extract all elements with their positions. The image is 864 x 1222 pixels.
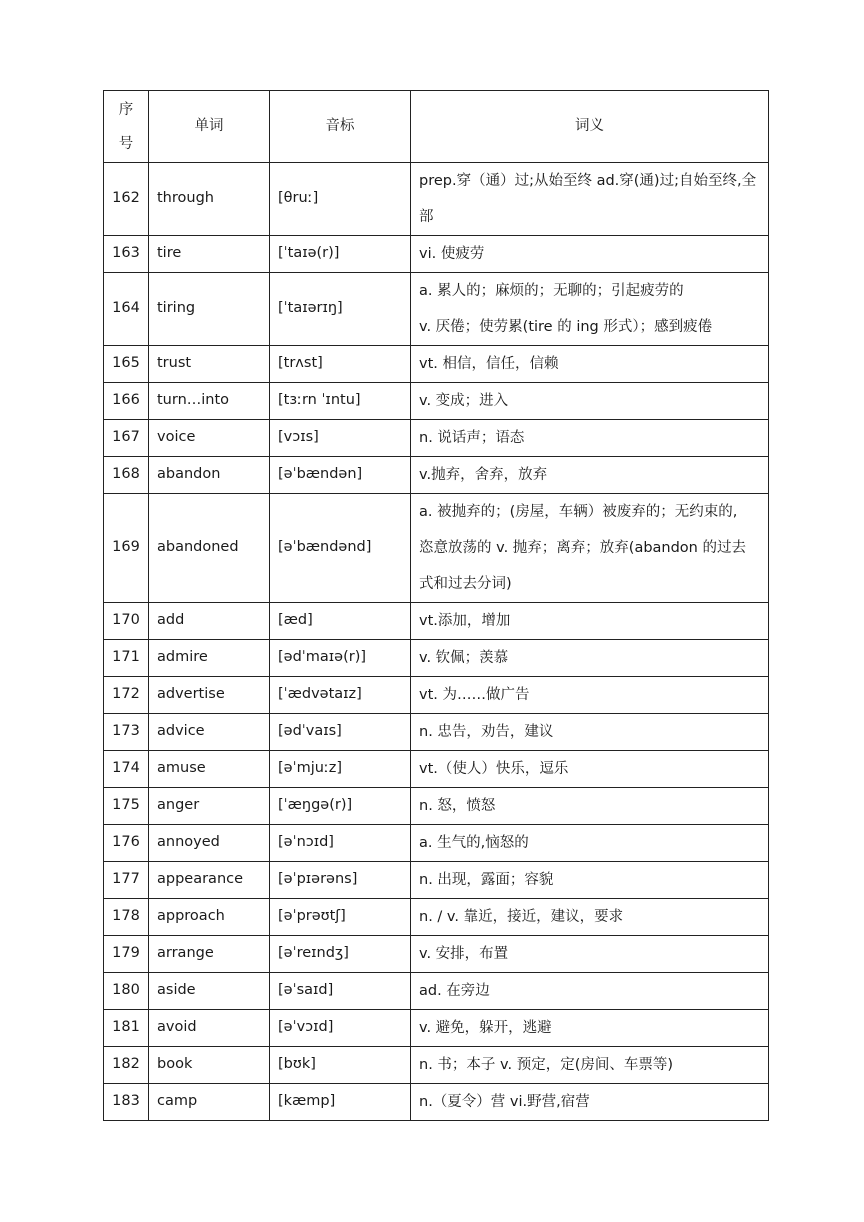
row-phonetic: [əˈprəʊtʃ] (270, 899, 411, 936)
row-word: add (149, 603, 270, 640)
row-number: 172 (104, 677, 149, 714)
row-definition: n.（夏令）营 vi.野营,宿营 (411, 1084, 769, 1121)
table-row (104, 788, 769, 825)
row-phonetic: [ˈædvətaɪz] (270, 677, 411, 714)
table-row (104, 494, 769, 603)
table-row (104, 236, 769, 273)
row-number: 169 (104, 494, 149, 603)
row-number: 171 (104, 640, 149, 677)
row-word: voice (149, 420, 270, 457)
row-word: admire (149, 640, 270, 677)
table-body (104, 163, 769, 1121)
header-number-line2: 号 (118, 135, 134, 152)
table-row (104, 457, 769, 494)
row-word: camp (149, 1084, 270, 1121)
table-row (104, 273, 769, 346)
table-row (104, 714, 769, 751)
row-number: 170 (104, 603, 149, 640)
row-definition: vt. 相信，信任，信赖 (411, 346, 769, 383)
row-definition (411, 494, 769, 603)
row-word: amuse (149, 751, 270, 788)
table-header-row (104, 91, 769, 163)
row-phonetic: [əˈbændənd] (270, 494, 411, 603)
row-definition: v. 避免，躲开，逃避 (411, 1010, 769, 1047)
table-row (104, 973, 769, 1010)
row-definition: v.抛弃，舍弃，放弃 (411, 457, 769, 494)
row-word: abandon (149, 457, 270, 494)
row-phonetic: [ˈæŋgə(r)] (270, 788, 411, 825)
row-word: abandoned (149, 494, 270, 603)
row-word: through (149, 163, 270, 236)
header-number-line1: 序 (118, 101, 134, 118)
table-row (104, 1010, 769, 1047)
table-row (104, 420, 769, 457)
row-definition (411, 273, 769, 346)
header-definition: 词义 (411, 91, 769, 163)
row-phonetic: [əˈbændən] (270, 457, 411, 494)
table-row (104, 1047, 769, 1084)
row-phonetic: [əˈvɔɪd] (270, 1010, 411, 1047)
table-row (104, 751, 769, 788)
row-phonetic: [æd] (270, 603, 411, 640)
row-word: approach (149, 899, 270, 936)
row-definition: n. 忠告，劝告，建议 (411, 714, 769, 751)
row-phonetic: [əˈsaɪd] (270, 973, 411, 1010)
row-number: 162 (104, 163, 149, 236)
row-word: advice (149, 714, 270, 751)
row-definition: v. 变成；进入 (411, 383, 769, 420)
vocabulary-table (103, 90, 769, 1121)
row-number: 180 (104, 973, 149, 1010)
row-definition: v. 安排，布置 (411, 936, 769, 973)
row-phonetic: [əˈmjuːz] (270, 751, 411, 788)
row-number: 165 (104, 346, 149, 383)
row-word: book (149, 1047, 270, 1084)
row-word: annoyed (149, 825, 270, 862)
row-definition: vt.添加，增加 (411, 603, 769, 640)
row-phonetic: [trʌst] (270, 346, 411, 383)
row-word: tiring (149, 273, 270, 346)
row-phonetic: [bʊk] (270, 1047, 411, 1084)
row-phonetic: [kæmp] (270, 1084, 411, 1121)
row-number: 168 (104, 457, 149, 494)
row-word: tire (149, 236, 270, 273)
header-word: 单词 (149, 91, 270, 163)
row-number: 179 (104, 936, 149, 973)
row-definition: a. 生气的,恼怒的 (411, 825, 769, 862)
row-word: arrange (149, 936, 270, 973)
row-number: 181 (104, 1010, 149, 1047)
table-row (104, 383, 769, 420)
table-row (104, 346, 769, 383)
row-number: 166 (104, 383, 149, 420)
header-number (104, 91, 149, 163)
table-row (104, 603, 769, 640)
row-definition: ad. 在旁边 (411, 973, 769, 1010)
table-row (104, 825, 769, 862)
row-phonetic: [əˈreɪndʒ] (270, 936, 411, 973)
row-number: 176 (104, 825, 149, 862)
row-phonetic: [ədˈmaɪə(r)] (270, 640, 411, 677)
table-row (104, 1084, 769, 1121)
row-number: 177 (104, 862, 149, 899)
table-row (104, 899, 769, 936)
definition-line: a. 被抛弃的；(房屋，车辆）被废弃的；无约束的, (419, 504, 738, 520)
row-phonetic: [əˈpɪərəns] (270, 862, 411, 899)
row-number: 173 (104, 714, 149, 751)
row-definition: n. 说话声；语态 (411, 420, 769, 457)
header-phonetic: 音标 (270, 91, 411, 163)
row-word: anger (149, 788, 270, 825)
row-word: aside (149, 973, 270, 1010)
row-number: 164 (104, 273, 149, 346)
table-row (104, 862, 769, 899)
row-definition: n. 出现，露面；容貌 (411, 862, 769, 899)
row-word: appearance (149, 862, 270, 899)
row-phonetic: [ədˈvaɪs] (270, 714, 411, 751)
row-definition: vt.（使人）快乐，逗乐 (411, 751, 769, 788)
row-number: 178 (104, 899, 149, 936)
row-definition: vt. 为……做广告 (411, 677, 769, 714)
row-word: trust (149, 346, 270, 383)
row-definition: n. 书；本子 v. 预定，定(房间、车票等) (411, 1047, 769, 1084)
table-row (104, 640, 769, 677)
row-phonetic: [θruː] (270, 163, 411, 236)
definition-line: a. 累人的；麻烦的；无聊的；引起疲劳的 (419, 283, 684, 299)
row-number: 182 (104, 1047, 149, 1084)
row-number: 163 (104, 236, 149, 273)
row-definition: vi. 使疲劳 (411, 236, 769, 273)
row-phonetic: [tɜːrn ˈɪntu] (270, 383, 411, 420)
definition-line: 恣意放荡的 v. 抛弃；离弃；放弃(abandon 的过去 (419, 540, 746, 556)
row-phonetic: [ˈtaɪə(r)] (270, 236, 411, 273)
row-phonetic: [əˈnɔɪd] (270, 825, 411, 862)
row-phonetic: [vɔɪs] (270, 420, 411, 457)
row-number: 174 (104, 751, 149, 788)
row-definition: v. 钦佩；羡慕 (411, 640, 769, 677)
row-definition: n. 怒，愤怒 (411, 788, 769, 825)
table-row (104, 163, 769, 236)
row-word: turn…into (149, 383, 270, 420)
row-word: advertise (149, 677, 270, 714)
row-definition: prep.穿（通）过;从始至终 ad.穿(通)过;自始至终,全部 (411, 163, 769, 236)
table-row (104, 677, 769, 714)
row-word: avoid (149, 1010, 270, 1047)
row-number: 183 (104, 1084, 149, 1121)
row-definition: n. / v. 靠近，接近，建议，要求 (411, 899, 769, 936)
row-phonetic: [ˈtaɪərɪŋ] (270, 273, 411, 346)
definition-line: 式和过去分词) (419, 576, 512, 592)
row-number: 175 (104, 788, 149, 825)
definition-line: v. 厌倦；使劳累(tire 的 ing 形式）；感到疲倦 (419, 319, 713, 335)
table-row (104, 936, 769, 973)
row-number: 167 (104, 420, 149, 457)
